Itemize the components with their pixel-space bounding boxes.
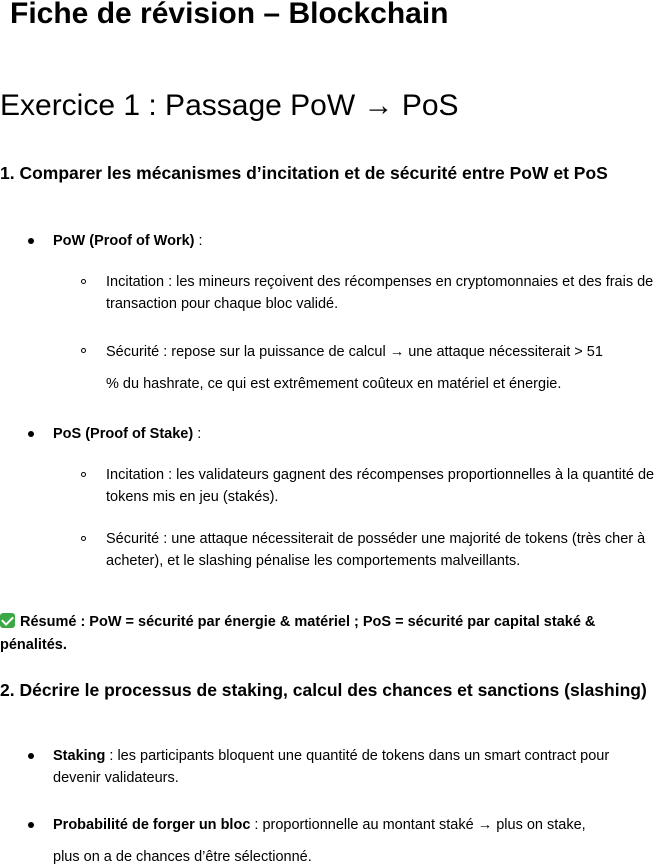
summary-text: Résumé : PoW = sécurité par énergie & matériel ; PoS = sécurité par capital staké & pénalités. (0, 614, 596, 653)
bullet-pos (28, 431, 34, 437)
probabilite-label: Probabilité de forger un bloc (53, 817, 251, 833)
check-mark-icon (0, 613, 15, 628)
pos-item (53, 423, 201, 445)
staking-item (53, 745, 653, 789)
bullet-pow-securite (81, 348, 86, 353)
bullet-probabilite (28, 822, 34, 828)
pow-item (53, 230, 203, 252)
pos-suffix: : (193, 426, 202, 442)
staking-label: Staking (53, 748, 106, 764)
pow-securite-line1: Sécurité : repose sur la puissance de calcul → une attaque nécessiterait > 51 (106, 344, 603, 360)
probabilite-line1: : proportionnelle au montant staké → plus on stake, (250, 817, 586, 833)
bullet-pow-incitation (81, 279, 86, 284)
pow-securite-line2: % du hashrate, ce qui est extrêmement coûteux en matériel et énergie. (106, 376, 562, 392)
bullet-pow (28, 238, 34, 244)
staking-text: : les participants bloquent une quantité de tokens dans un smart contract pour devenir validateurs. (53, 748, 610, 786)
question-1-heading: 1. Comparer les mécanismes d’incitation et de sécurité entre PoW et PoS (0, 163, 608, 183)
pos-label: PoS (Proof of Stake) (53, 426, 194, 442)
bullet-pos-securite (81, 536, 86, 541)
bullet-staking (28, 753, 34, 759)
exercise-heading: Exercice 1 : Passage PoW → PoS (0, 89, 459, 122)
bullet-pos-incitation (81, 472, 86, 477)
question-2-heading: 2. Décrire le processus de staking, calcul des chances et sanctions (slashing) (0, 680, 647, 700)
probabilite-line2: plus on a de chances d’être sélectionné. (53, 849, 312, 865)
pow-label: PoW (Proof of Work) (53, 233, 195, 249)
pow-suffix: : (194, 233, 203, 249)
pos-incitation: Incitation : les validateurs gagnent des récompenses proportionnelles à la quantité de tokens mis en jeu (stakés). (106, 467, 655, 505)
summary (0, 611, 661, 657)
probabilite-item (53, 814, 586, 836)
pow-incitation: Incitation : les mineurs reçoivent des récompenses en cryptomonnaies et des frais de transaction pour chaque bloc validé. (106, 274, 654, 312)
pos-securite: Sécurité : une attaque nécessiterait de posséder une majorité de tokens (très cher à acheter), et le slashing pénalise les comportements malveillants. (106, 531, 646, 569)
page-title: Fiche de révision – Blockchain (10, 0, 449, 30)
